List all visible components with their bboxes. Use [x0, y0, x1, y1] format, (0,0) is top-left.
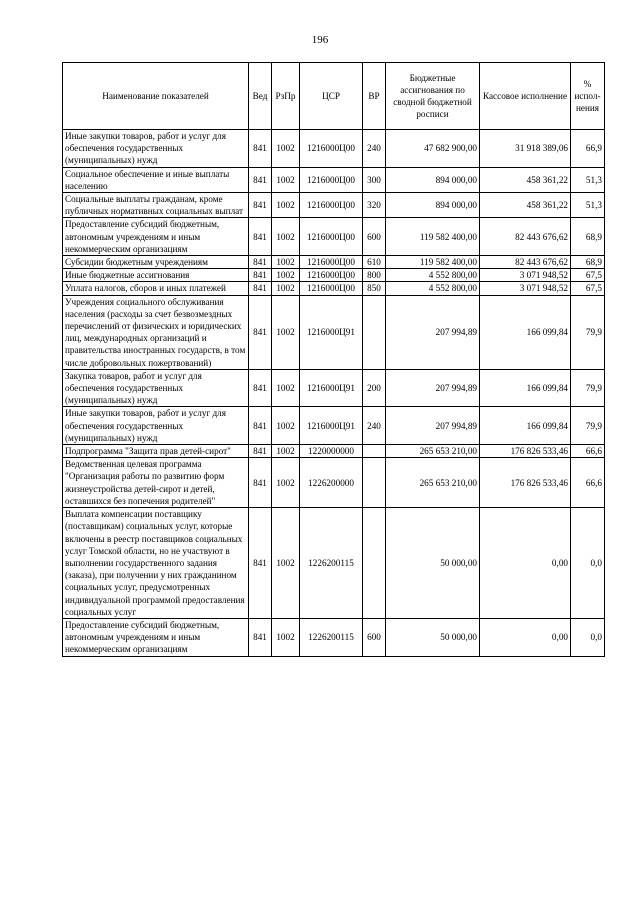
- cell-cash-execution: 31 918 389,06: [480, 130, 571, 168]
- cell-ved: 841: [249, 458, 272, 508]
- cell-csr: 1216000Ц91: [300, 295, 363, 369]
- cell-ved: 841: [249, 130, 272, 168]
- cell-cash-execution: 82 443 676,62: [480, 256, 571, 269]
- cell-rzpr: 1002: [272, 282, 300, 295]
- cell-vr: 850: [363, 282, 386, 295]
- cell-name: Иные бюджетные ассигнования: [63, 269, 249, 282]
- cell-csr: 1216000Ц00: [300, 218, 363, 256]
- cell-assignments: 207 994,89: [386, 295, 480, 369]
- cell-assignments: 4 552 800,00: [386, 269, 480, 282]
- cell-assignments: 50 000,00: [386, 618, 480, 656]
- table-row: [63, 508, 605, 619]
- header-cash-execution: Кассовое исполнение: [480, 63, 571, 130]
- cell-name: Выплата компенсации поставщику (поставщикам) социальных услуг, которые включены в реестр поставщиков социальных услуг Томской области, но не участвуют в выполнении государственного задания (заказа), при получении у них гражданином социальных услуг, предусмотренных индивидуальной программой предоставления социальных услуг: [63, 508, 249, 619]
- cell-vr: [363, 508, 386, 619]
- cell-name: Закупка товаров, работ и услуг для обеспечения государственных (муниципальных) нужд: [63, 369, 249, 407]
- cell-assignments: 4 552 800,00: [386, 282, 480, 295]
- header-csr: ЦСР: [300, 63, 363, 130]
- cell-assignments: 265 653 210,00: [386, 458, 480, 508]
- cell-percent: 79,9: [571, 369, 605, 407]
- cell-rzpr: 1002: [272, 369, 300, 407]
- cell-csr: 1216000Ц91: [300, 407, 363, 445]
- cell-percent: 66,9: [571, 130, 605, 168]
- cell-cash-execution: 176 826 533,46: [480, 445, 571, 458]
- cell-percent: 0,0: [571, 618, 605, 656]
- cell-ved: 841: [249, 218, 272, 256]
- table-row: [63, 458, 605, 508]
- cell-ved: 841: [249, 407, 272, 445]
- cell-percent: 66,6: [571, 458, 605, 508]
- table-row: [63, 130, 605, 168]
- cell-vr: 240: [363, 407, 386, 445]
- cell-vr: 300: [363, 167, 386, 192]
- cell-rzpr: 1002: [272, 193, 300, 218]
- cell-percent: 66,6: [571, 445, 605, 458]
- cell-assignments: 894 000,00: [386, 167, 480, 192]
- cell-csr: 1216000Ц00: [300, 130, 363, 168]
- cell-ved: 841: [249, 369, 272, 407]
- cell-name: Предоставление субсидий бюджетным, автономным учреждениям и иным некоммерческим организациям: [63, 218, 249, 256]
- cell-ved: 841: [249, 508, 272, 619]
- cell-csr: 1216000Ц91: [300, 369, 363, 407]
- cell-ved: 841: [249, 618, 272, 656]
- cell-cash-execution: 458 361,22: [480, 193, 571, 218]
- cell-assignments: 47 682 900,00: [386, 130, 480, 168]
- table-row: [63, 445, 605, 458]
- cell-percent: 79,9: [571, 407, 605, 445]
- cell-vr: [363, 445, 386, 458]
- cell-rzpr: 1002: [272, 256, 300, 269]
- cell-cash-execution: 166 099,84: [480, 295, 571, 369]
- cell-rzpr: 1002: [272, 445, 300, 458]
- cell-percent: 0,0: [571, 508, 605, 619]
- cell-assignments: 894 000,00: [386, 193, 480, 218]
- cell-name: Подпрограмма "Защита прав детей-сирот": [63, 445, 249, 458]
- header-assignments: Бюджетные ассигнования по сводной бюджетной росписи: [386, 63, 480, 130]
- header-name: Наименование показателей: [63, 63, 249, 130]
- cell-rzpr: 1002: [272, 407, 300, 445]
- cell-csr: 1226200000: [300, 458, 363, 508]
- cell-percent: 68,9: [571, 256, 605, 269]
- cell-assignments: 119 582 400,00: [386, 218, 480, 256]
- cell-percent: 51,3: [571, 193, 605, 218]
- cell-vr: 800: [363, 269, 386, 282]
- cell-vr: 320: [363, 193, 386, 218]
- table-row: [63, 407, 605, 445]
- cell-ved: 841: [249, 269, 272, 282]
- cell-ved: 841: [249, 193, 272, 218]
- cell-name: Социальное обеспечение и иные выплаты населению: [63, 167, 249, 192]
- cell-vr: 610: [363, 256, 386, 269]
- cell-cash-execution: 0,00: [480, 618, 571, 656]
- page-number: 196: [311, 34, 329, 46]
- cell-percent: 67,5: [571, 282, 605, 295]
- cell-percent: 51,3: [571, 167, 605, 192]
- cell-assignments: 207 994,89: [386, 369, 480, 407]
- cell-cash-execution: 3 071 948,52: [480, 282, 571, 295]
- cell-rzpr: 1002: [272, 295, 300, 369]
- cell-vr: 200: [363, 369, 386, 407]
- cell-ved: 841: [249, 445, 272, 458]
- cell-cash-execution: 0,00: [480, 508, 571, 619]
- table-row: [63, 295, 605, 369]
- cell-rzpr: 1002: [272, 269, 300, 282]
- cell-name: Предоставление субсидий бюджетным, автономным учреждениям и иным некоммерческим организациям: [63, 618, 249, 656]
- cell-name: Субсидии бюджетным учреждениям: [63, 256, 249, 269]
- cell-ved: 841: [249, 295, 272, 369]
- cell-cash-execution: 166 099,84: [480, 407, 571, 445]
- cell-csr: 1216000Ц00: [300, 167, 363, 192]
- cell-csr: 1226200115: [300, 508, 363, 619]
- cell-cash-execution: 176 826 533,46: [480, 458, 571, 508]
- cell-csr: 1216000Ц00: [300, 256, 363, 269]
- table-header-row: [63, 63, 605, 130]
- table-row: [63, 618, 605, 656]
- header-percent: % испол-нения: [571, 63, 605, 130]
- cell-percent: 68,9: [571, 218, 605, 256]
- cell-name: Иные закупки товаров, работ и услуг для обеспечения государственных (муниципальных) нужд: [63, 130, 249, 168]
- table-row: [63, 218, 605, 256]
- cell-name: Уплата налогов, сборов и иных платежей: [63, 282, 249, 295]
- cell-cash-execution: 458 361,22: [480, 167, 571, 192]
- table-row: [63, 282, 605, 295]
- cell-cash-execution: 166 099,84: [480, 369, 571, 407]
- table-row: [63, 369, 605, 407]
- cell-cash-execution: 3 071 948,52: [480, 269, 571, 282]
- cell-percent: 79,9: [571, 295, 605, 369]
- cell-percent: 67,5: [571, 269, 605, 282]
- cell-rzpr: 1002: [272, 618, 300, 656]
- cell-name: Ведомственная целевая программа "Организация работы по развитию форм жизнеустройства детей-сирот и детей, оставшихся без попечения родителей": [63, 458, 249, 508]
- cell-name: Социальные выплаты гражданам, кроме публичных нормативных социальных выплат: [63, 193, 249, 218]
- cell-rzpr: 1002: [272, 458, 300, 508]
- cell-rzpr: 1002: [272, 167, 300, 192]
- cell-ved: 841: [249, 256, 272, 269]
- header-ved: Вед: [249, 63, 272, 130]
- cell-vr: 240: [363, 130, 386, 168]
- table-row: [63, 269, 605, 282]
- cell-csr: 1220000000: [300, 445, 363, 458]
- budget-table: [62, 62, 605, 657]
- table-row: [63, 256, 605, 269]
- cell-vr: 600: [363, 218, 386, 256]
- cell-csr: 1226200115: [300, 618, 363, 656]
- cell-vr: [363, 458, 386, 508]
- cell-name: Учреждения социального обслуживания населения (расходы за счет безвозмездных перечислений от физических и юридических лиц, международных организаций и правительства иностранных государств, в том числе добровольных пожертвований): [63, 295, 249, 369]
- cell-name: Иные закупки товаров, работ и услуг для обеспечения государственных (муниципальных) нужд: [63, 407, 249, 445]
- cell-assignments: 50 000,00: [386, 508, 480, 619]
- cell-ved: 841: [249, 167, 272, 192]
- cell-ved: 841: [249, 282, 272, 295]
- header-rzpr: РзПр: [272, 63, 300, 130]
- cell-vr: 600: [363, 618, 386, 656]
- cell-vr: [363, 295, 386, 369]
- cell-assignments: 119 582 400,00: [386, 256, 480, 269]
- cell-rzpr: 1002: [272, 508, 300, 619]
- cell-rzpr: 1002: [272, 218, 300, 256]
- cell-cash-execution: 82 443 676,62: [480, 218, 571, 256]
- header-vr: ВР: [363, 63, 386, 130]
- table-row: [63, 193, 605, 218]
- cell-assignments: 265 653 210,00: [386, 445, 480, 458]
- table-row: [63, 167, 605, 192]
- cell-csr: 1216000Ц00: [300, 269, 363, 282]
- cell-rzpr: 1002: [272, 130, 300, 168]
- cell-assignments: 207 994,89: [386, 407, 480, 445]
- cell-csr: 1216000Ц00: [300, 193, 363, 218]
- cell-csr: 1216000Ц00: [300, 282, 363, 295]
